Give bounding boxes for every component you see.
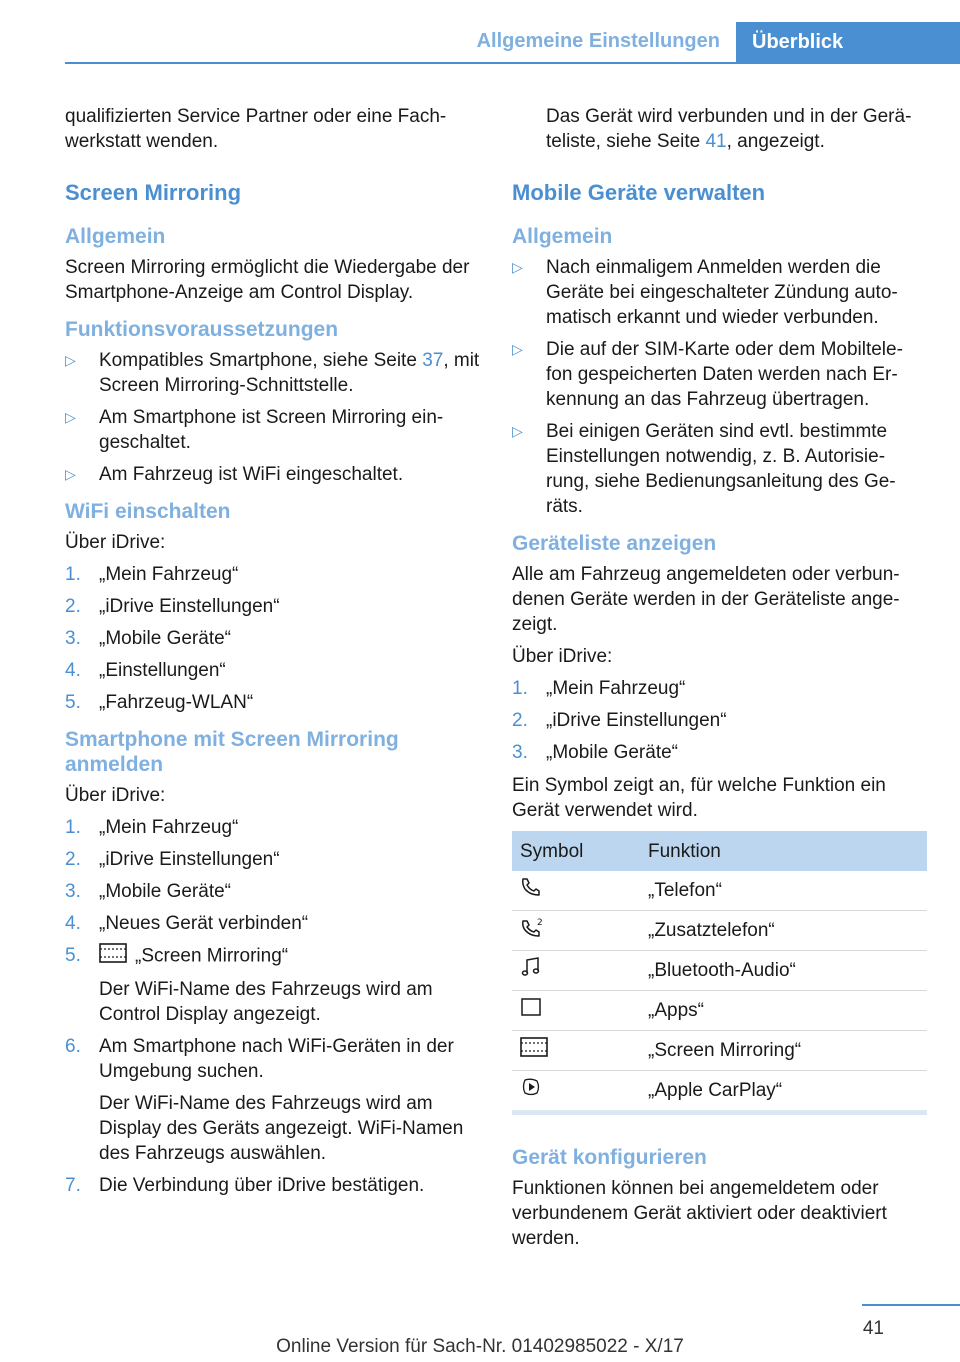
continuation-text: Das Gerät wird verbunden und in der Gerä-teliste, siehe Seite — [546, 106, 912, 152]
list-item — [65, 1034, 480, 1166]
triangle-bullet-icon: ▷ — [512, 341, 523, 357]
list-item — [65, 594, 480, 619]
symbol-explanation: Ein Symbol zeigt an, für welche Funktion ein Gerät verwendet wird. — [512, 775, 886, 821]
requirements-list — [65, 348, 480, 487]
list-item — [65, 462, 480, 487]
list-item — [65, 658, 480, 683]
list-item — [512, 708, 927, 733]
screen-mirroring-icon — [99, 943, 127, 970]
triangle-bullet-icon: ▷ — [65, 352, 76, 368]
intro-paragraph: qualifizierten Service Partner oder eine Fach-werkstatt wenden. — [65, 106, 447, 152]
step-text: „iDrive Einstellungen“ — [546, 710, 727, 731]
list-item-text: Kompatibles Smartphone, siehe Seite — [99, 350, 423, 371]
geraeteliste-text: Alle am Fahrzeug angemeldeten oder verbun-denen Geräte werden in der Geräteliste ange-zeigt. — [512, 564, 900, 635]
anmelden-steps — [65, 815, 480, 1198]
step-text: „Mein Fahrzeug“ — [99, 817, 239, 838]
header-section-title: Allgemeine Einstellungen — [476, 30, 720, 52]
step-text: „iDrive Einstellungen“ — [99, 596, 280, 617]
list-item-text: Bei einigen Geräten sind evtl. bestimmte Einstellungen notwendig, z. B. Autorisie-rung, siehe Bedienungsanleitung des Ge-räts. — [546, 421, 896, 517]
step-text: „Mein Fahrzeug“ — [99, 564, 239, 585]
triangle-bullet-icon: ▷ — [65, 409, 76, 425]
table-cell-funktion: „Apple CarPlay“ — [648, 1080, 783, 1101]
step-number: 3. — [512, 742, 528, 763]
step-number: 3. — [65, 881, 81, 902]
list-item-text: Nach einmaligem Anmelden werden die Geräte bei eingeschalteter Zündung auto-matisch erkannt und wieder verbunden. — [546, 257, 898, 328]
page-link-37[interactable]: 37 — [422, 350, 444, 371]
footer-rule — [862, 1304, 960, 1306]
list-item — [65, 815, 480, 840]
heading-geraet-konfigurieren: Gerät konfigurieren — [512, 1146, 707, 1169]
step-number: 1. — [512, 678, 528, 699]
triangle-bullet-icon: ▷ — [512, 259, 523, 275]
table-row — [512, 911, 927, 951]
step-subtext: Der WiFi-Name des Fahrzeugs wird am Display des Geräts angezeigt. WiFi-Namen des Fahrzeugs auswählen. — [99, 1093, 464, 1164]
heading-geraeteliste-anzeigen: Geräteliste anzeigen — [512, 532, 717, 555]
triangle-bullet-icon: ▷ — [512, 423, 523, 439]
table-header-row — [512, 831, 927, 871]
header-tab-label: Überblick — [752, 31, 844, 53]
step-number: 4. — [65, 660, 81, 681]
step-text: „Einstellungen“ — [99, 660, 226, 681]
continuation-paragraph — [512, 104, 927, 154]
table-header-symbol: Symbol — [512, 831, 648, 871]
table-cell-funktion: „Apps“ — [648, 991, 927, 1031]
konfig-text: Funktionen können bei angemeldetem oder verbundenem Gerät aktiviert oder deaktiviert werden. — [512, 1178, 887, 1249]
heading-allgemein: Allgemein — [512, 225, 613, 248]
geraeteliste-intro: Über iDrive: — [512, 646, 613, 667]
step-number: 5. — [65, 945, 81, 966]
step-text: „Mobile Geräte“ — [99, 628, 231, 649]
step-number: 1. — [65, 564, 81, 585]
list-item — [65, 943, 480, 1027]
step-text: „Screen Mirroring“ — [135, 945, 289, 967]
allgemein-list — [512, 255, 927, 519]
allgemein-text: Screen Mirroring ermöglicht die Wiedergabe der Smartphone-Anzeige am Control Display. — [65, 257, 470, 303]
step-text: „Neues Gerät verbinden“ — [99, 913, 309, 934]
step-number: 5. — [65, 692, 81, 713]
step-text: „Mobile Geräte“ — [99, 881, 231, 902]
symbol-table — [512, 831, 927, 1115]
phone-2-icon — [512, 911, 648, 951]
table-row — [512, 951, 927, 991]
list-item — [512, 337, 927, 412]
list-item — [512, 676, 927, 701]
svg-text:2: 2 — [537, 918, 543, 928]
header-tab — [736, 22, 960, 64]
anmelden-intro: Über iDrive: — [65, 785, 166, 806]
apps-icon — [512, 991, 648, 1031]
step-number: 1. — [65, 817, 81, 838]
step-number: 7. — [65, 1175, 81, 1196]
list-item — [512, 419, 927, 519]
step-number: 4. — [65, 913, 81, 934]
wifi-steps — [65, 562, 480, 715]
list-item — [65, 911, 480, 936]
table-row — [512, 1071, 927, 1113]
phone-icon — [512, 871, 648, 911]
heading-smartphone-anmelden: Smartphone mit Screen Mirroring anmelden — [65, 728, 399, 776]
music-note-icon — [512, 951, 648, 991]
carplay-icon — [512, 1071, 648, 1113]
heading-screen-mirroring: Screen Mirroring — [65, 180, 242, 205]
geraeteliste-steps — [512, 676, 927, 765]
left-column — [65, 104, 480, 1206]
table-cell-funktion: „Screen Mirroring“ — [648, 1031, 927, 1071]
list-item — [65, 562, 480, 587]
list-item — [512, 740, 927, 765]
list-item — [65, 847, 480, 872]
step-text: „Mein Fahrzeug“ — [546, 678, 686, 699]
list-item — [65, 348, 480, 398]
step-number: 2. — [512, 710, 528, 731]
step-text: „Mobile Geräte“ — [546, 742, 678, 763]
step-number: 2. — [65, 596, 81, 617]
heading-wifi-einschalten: WiFi einschalten — [65, 500, 231, 523]
table-row — [512, 1031, 927, 1071]
screen-mirroring-icon — [512, 1031, 648, 1071]
page-number: 41 — [862, 1318, 884, 1339]
page-link-41[interactable]: 41 — [705, 131, 727, 152]
list-item — [65, 879, 480, 904]
wifi-intro: Über iDrive: — [65, 532, 166, 553]
list-item-text: Die auf der SIM-Karte oder dem Mobiltele-fon gespeicherten Daten werden nach Er-kennung an das Fahrzeug übertragen. — [546, 339, 903, 410]
triangle-bullet-icon: ▷ — [65, 466, 76, 482]
step-number: 2. — [65, 849, 81, 870]
heading-funktionsvoraussetzungen: Funktionsvoraussetzungen — [65, 318, 339, 341]
table-cell-funktion: „Bluetooth-Audio“ — [648, 951, 927, 991]
step-number: 3. — [65, 628, 81, 649]
step-text: „iDrive Einstellungen“ — [99, 849, 280, 870]
list-item-text: , mit Screen Mirroring-Schnittstelle. — [99, 350, 480, 396]
continuation-text: , angezeigt. — [726, 131, 825, 152]
list-item — [65, 690, 480, 715]
list-item-text: Am Fahrzeug ist WiFi eingeschaltet. — [99, 464, 404, 485]
footer-text: Online Version für Sach-Nr. 01402985022 - X/17 — [276, 1336, 684, 1357]
table-row — [512, 871, 927, 911]
list-item — [65, 405, 480, 455]
list-item — [65, 1173, 480, 1198]
step-number: 6. — [65, 1036, 81, 1057]
list-item — [65, 626, 480, 651]
list-item — [512, 255, 927, 330]
list-item-text: Am Smartphone ist Screen Mirroring ein-geschaltet. — [99, 407, 444, 453]
right-column — [512, 104, 927, 1258]
table-header-funktion: Funktion — [648, 831, 927, 871]
step-text: „Fahrzeug-WLAN“ — [99, 692, 254, 713]
heading-allgemein: Allgemein — [65, 225, 166, 248]
table-row — [512, 991, 927, 1031]
step-text: Die Verbindung über iDrive bestätigen. — [99, 1175, 425, 1196]
step-text: Am Smartphone nach WiFi-Geräten in der Umgebung suchen. — [99, 1036, 454, 1082]
table-cell-funktion: „Telefon“ — [648, 871, 927, 911]
table-cell-funktion: „Zusatztelefon“ — [648, 911, 927, 951]
step-subtext: Der WiFi-Name des Fahrzeugs wird am Control Display angezeigt. — [99, 979, 433, 1025]
heading-mobile-geraete-verwalten: Mobile Geräte verwalten — [512, 180, 766, 205]
